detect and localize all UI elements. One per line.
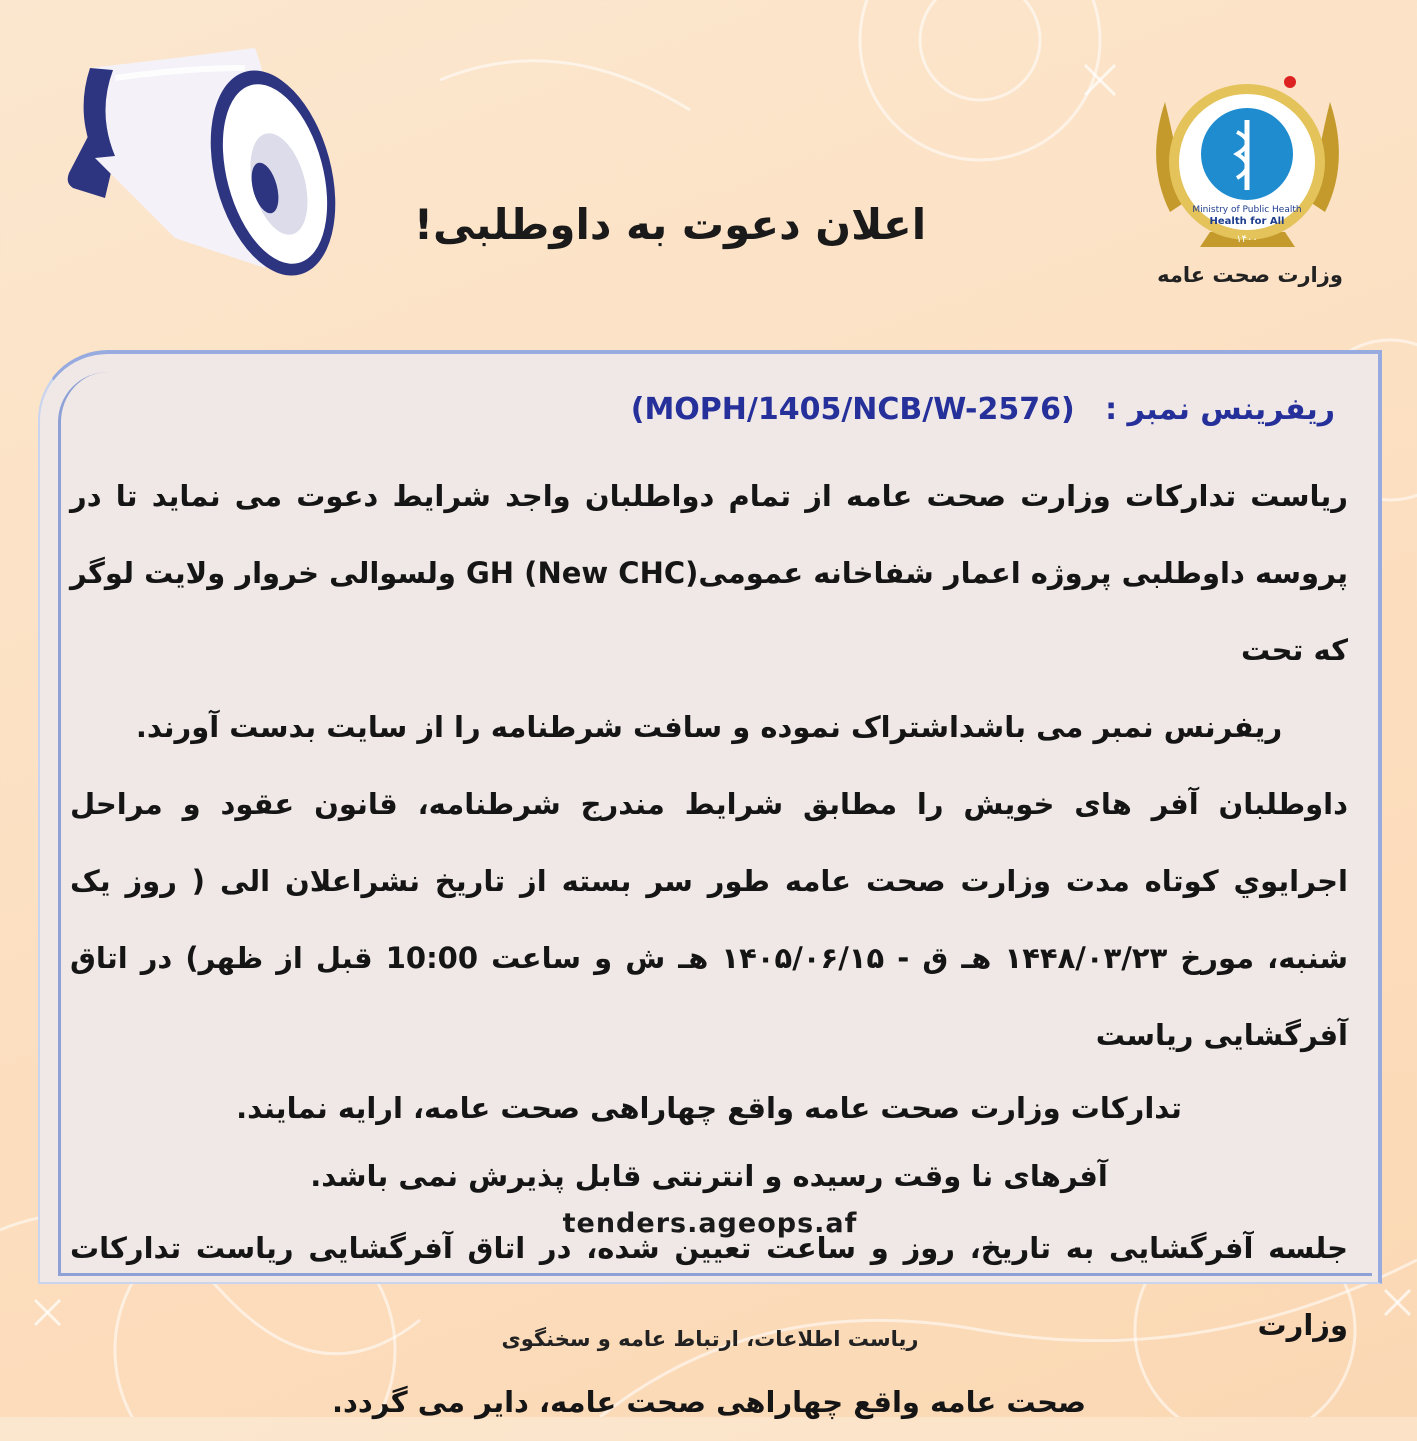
logo-english-text: Ministry of Public Health <box>1192 205 1302 215</box>
paragraph-location: تدارکات وزارت صحت عامه واقع چهاراهی صحت عامه، ارایه نمایند. <box>236 1091 1182 1125</box>
megaphone-icon <box>55 38 345 288</box>
page-title: اعلان دعوت به داوطلبی! <box>413 200 927 249</box>
paragraph-invitation: ریاست تدارکات وزارت صحت عامه از تمام دواطلبان واجد شرایط دعوت می نماید تا در پروسه داوطلبی پروژه اعمار شفاخانه عمومی(New CHC) GH ولسوالی خروار ولایت لوگر که تحت <box>70 479 1348 667</box>
logo-caption: وزارت صحت عامه <box>1157 263 1343 287</box>
reference-code: (MOPH/1405/NCB/W-2576) <box>630 392 1075 427</box>
footer-department: ریاست اطلاعات، ارتباط عامه و سخنگوی <box>501 1327 919 1351</box>
paragraph-opening-session: جلسه آفرگشایی به تاریخ، روز و ساعت تعیین شده، در اتاق آفرگشایی ریاست تدارکات وزارت <box>70 1231 1348 1342</box>
paragraph-reference: ریفرنس نمبر می باشداشتراک نموده و سافت شرطنامه را از سایت بدست آورند. <box>135 710 1283 744</box>
reference-label: ریفرینس نمبر : <box>1105 392 1335 427</box>
reference-line <box>631 392 1335 427</box>
logo-slogan-text: Health for All <box>1209 216 1285 227</box>
logo-year-text: ۱۴۰۰ <box>1236 234 1258 245</box>
paragraph-late-offers: آفرهای نا وقت رسیده و انترنتی قابل پذیرش نمی باشد. <box>310 1159 1108 1193</box>
notice-body <box>70 458 1348 1441</box>
ministry-logo <box>1140 62 1355 267</box>
tenders-website: tenders.ageops.af <box>562 1208 858 1239</box>
paragraph-submission: داوطلبان آفر های خویش را مطابق شرایط مندرج شرطنامه، قانون عقود و مراحل اجرایوي کوتاه مدت وزارت صحت عامه طور سر بسته از تاریخ نشراعلان الی ( روز یک شنبه، مورخ ۱۴۴۸/۰۳/۲۳ هـ ق - ۱۴۰۵/۰۶/۱۵ هـ ش و ساعت 10:00 قبل از ظهر) در اتاق آفرگشایی ریاست <box>70 787 1348 1052</box>
paragraph-opening-location: صحت عامه واقع چهاراهی صحت عامه، دایر می گردد. <box>331 1385 1087 1419</box>
